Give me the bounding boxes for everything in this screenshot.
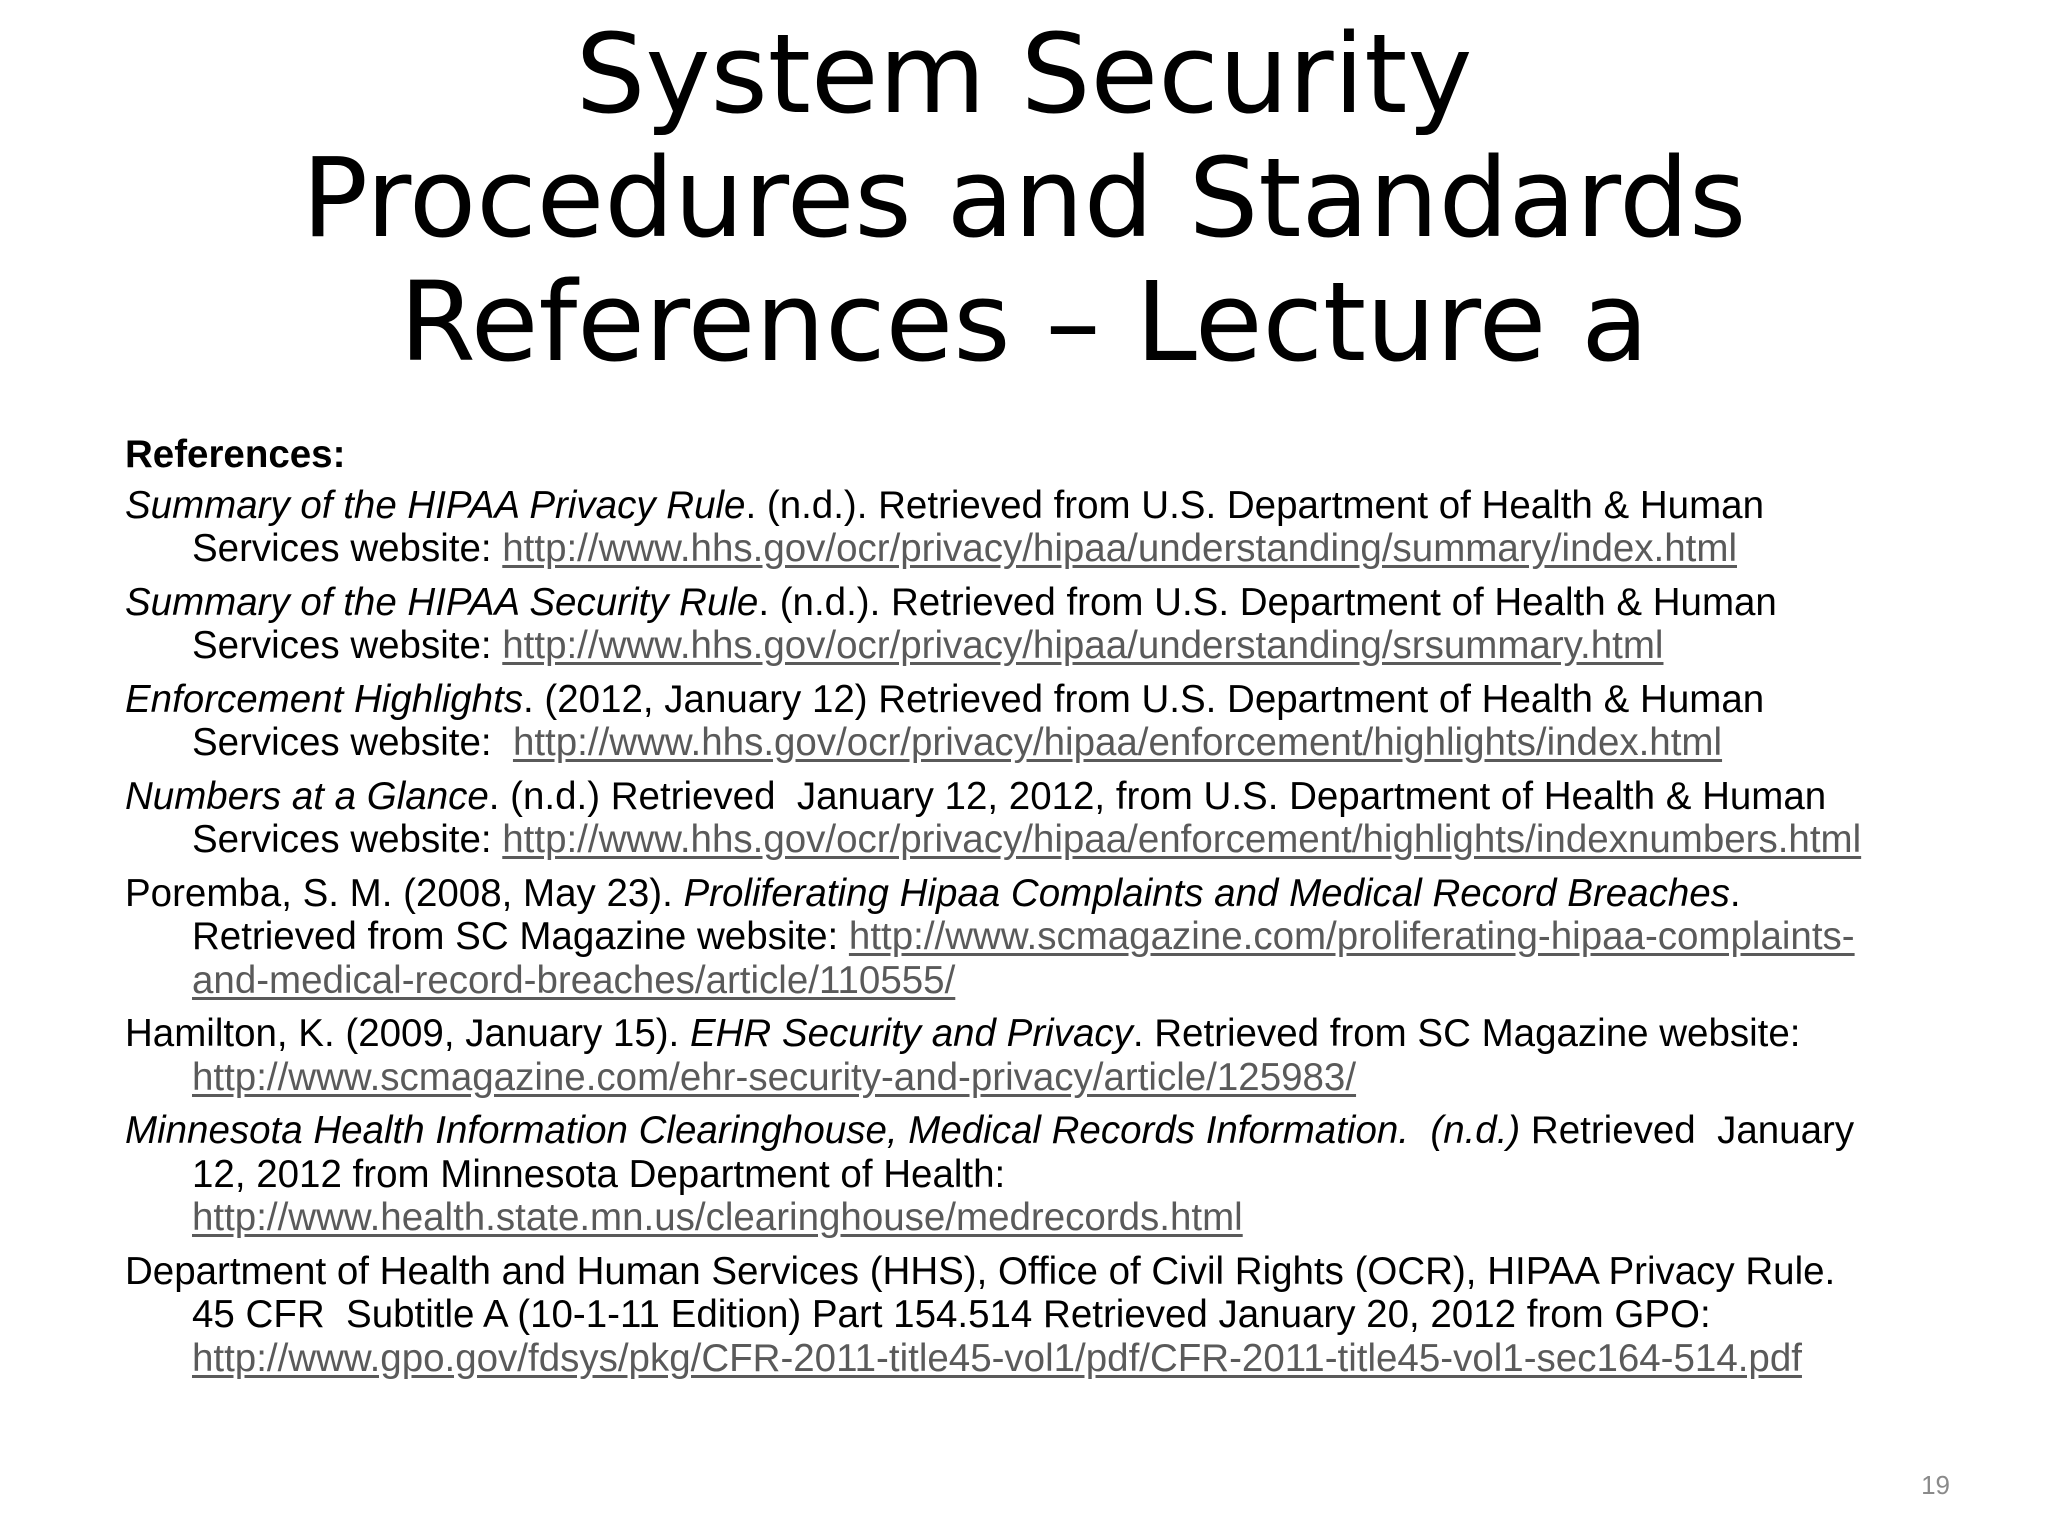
- reference-line: [125, 1012, 1995, 1056]
- reference-line: [125, 1056, 1995, 1100]
- reference-link[interactable]: http://www.hhs.gov/ocr/privacy/hipaa/understanding/summary/index.html: [502, 527, 1737, 570]
- reference-text: Poremba, S. M. (2008, May 23).: [125, 871, 684, 915]
- reference-line: [125, 1337, 1995, 1381]
- slide-title: [0, 12, 2048, 384]
- reference-link[interactable]: http://www.gpo.gov/fdsys/pkg/CFR-2011-title45-vol1/pdf/CFR-2011-title45-vol1-sec164-514.pdf: [192, 1336, 1802, 1380]
- reference-text: 12, 2012 from Minnesota Department of Health:: [192, 1152, 1006, 1196]
- reference-line: [125, 721, 1995, 765]
- references-list: [125, 433, 1995, 1390]
- reference-text: . (n.d.). Retrieved from U.S. Department of Health & Human: [758, 580, 1777, 624]
- reference-text: Services website:: [192, 721, 513, 764]
- title-line-3: References – Lecture a: [399, 258, 1649, 386]
- reference-line: [125, 678, 1995, 722]
- reference-link-continued[interactable]: and-medical-record-breaches/article/110555/: [192, 958, 956, 1002]
- reference-text: . (n.d.). Retrieved from U.S. Department of Health & Human: [745, 483, 1764, 527]
- reference-title: Proliferating Hipaa Complaints and Medical Record Breaches: [683, 871, 1730, 915]
- reference-title: Minnesota Health Information Clearinghouse, Medical Records Information. (n.d.): [125, 1109, 1521, 1152]
- reference-line: [125, 872, 1995, 916]
- reference-line: [125, 527, 1995, 571]
- reference-line: [125, 1196, 1995, 1240]
- reference-link[interactable]: http://www.scmagazine.com/ehr-security-and-privacy/article/125983/: [192, 1055, 1357, 1099]
- reference-item-hipaa-security-summary: [125, 581, 1995, 668]
- reference-line: [125, 915, 1995, 959]
- reference-item-hamilton: [125, 1012, 1995, 1099]
- reference-text: . (2012, January 12) Retrieved from U.S. Department of Health & Human: [523, 677, 1765, 721]
- reference-text: Services website:: [192, 527, 503, 570]
- reference-item-numbers-at-a-glance: [125, 775, 1995, 862]
- reference-title: Summary of the HIPAA Security Rule: [125, 580, 759, 624]
- reference-item-minnesota-clearinghouse: [125, 1109, 1995, 1240]
- reference-title: Enforcement Highlights: [125, 677, 524, 721]
- reference-line: [125, 775, 1995, 819]
- reference-line: [125, 484, 1995, 528]
- reference-link[interactable]: http://www.scmagazine.com/proliferating-hipaa-complaints-: [848, 915, 1855, 958]
- reference-line: [125, 1109, 1995, 1153]
- reference-text: Services website:: [192, 818, 503, 861]
- reference-link[interactable]: http://www.hhs.gov/ocr/privacy/hipaa/enforcement/highlights/indexnumbers.html: [502, 818, 1862, 861]
- reference-line: [125, 818, 1995, 862]
- reference-line: [125, 959, 1995, 1003]
- reference-text: Retrieved January: [1520, 1109, 1855, 1152]
- title-line-1: System Security: [575, 10, 1473, 138]
- reference-item-hhs-privacy-rule-cfr: [125, 1250, 1995, 1381]
- reference-text: Services website:: [192, 624, 503, 667]
- reference-line: [125, 581, 1995, 625]
- reference-text: . Retrieved from SC Magazine website:: [1132, 1012, 1801, 1055]
- reference-text: .: [1729, 871, 1741, 915]
- reference-title: Summary of the HIPAA Privacy Rule: [125, 483, 746, 527]
- page-number: 19: [1921, 1470, 1950, 1500]
- reference-line: [125, 1153, 1995, 1197]
- reference-text: . (n.d.) Retrieved January 12, 2012, from U.S. Department of Health & Human: [488, 774, 1827, 818]
- reference-text: Retrieved from SC Magazine website:: [192, 915, 849, 958]
- reference-item-enforcement-highlights: [125, 678, 1995, 765]
- title-line-2: Procedures and Standards: [301, 134, 1747, 262]
- reference-title: Numbers at a Glance: [125, 774, 489, 818]
- reference-line: [125, 1250, 1995, 1294]
- reference-text: Hamilton, K. (2009, January 15).: [125, 1012, 690, 1055]
- reference-text: 45 CFR Subtitle A (10-1-11 Edition) Part 154.514 Retrieved January 20, 2012 from GPO:: [192, 1293, 1711, 1336]
- reference-item-poremba: [125, 872, 1995, 1003]
- reference-line: [125, 624, 1995, 668]
- references-heading: References:: [125, 433, 346, 476]
- reference-title: EHR Security and Privacy: [689, 1012, 1133, 1055]
- reference-link[interactable]: http://www.hhs.gov/ocr/privacy/hipaa/understanding/srsummary.html: [502, 624, 1664, 667]
- reference-link[interactable]: http://www.hhs.gov/ocr/privacy/hipaa/enforcement/highlights/index.html: [512, 721, 1723, 764]
- reference-text: Department of Health and Human Services (HHS), Office of Civil Rights (OCR), HIPAA Privacy Rule.: [125, 1249, 1836, 1293]
- reference-line: [125, 1293, 1995, 1337]
- reference-link[interactable]: http://www.health.state.mn.us/clearinghouse/medrecords.html: [192, 1196, 1243, 1239]
- reference-item-hipaa-privacy-summary: [125, 484, 1995, 571]
